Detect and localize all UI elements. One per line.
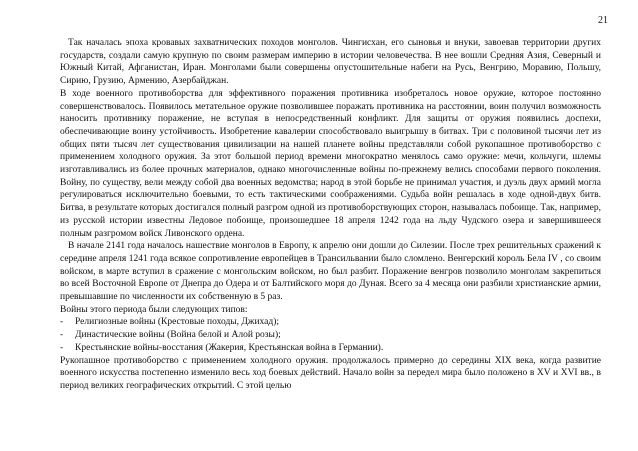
war-types-list [60,316,601,354]
list-item-text: Религиозные войны (Крестовые походы, Джихад); [75,317,280,328]
list-heading: Войны этого периода были следующих типов: [60,304,248,315]
list-item [60,342,601,355]
paragraph-europe-invasion: В начале 2141 года началось нашествие монголов в Европу, к апрелю они дошли до Силезии. После трех решительных сражений к середине апреля 1241 года всякое сопротивление европейцев в Трансильвании было сломлено. Венгерский король Бела IV , со своим войском, в марте вступил в сражение с монгольским войском, но был разбит. Поражение венгров позволило монголам закрепиться во всей Восточной Европе от Днепра до Одера и от Балтийского моря до Дуная. Всего за 4 месяца они разбили христианские армии, превышавшие по численности их собственную в 5 раз. [60,241,601,303]
list-marker: - [60,330,64,341]
list-marker: - [60,342,64,353]
list-item-text: Крестьянские войны-восстания (Жакерия, Крестьянская война в Германии). [75,342,384,353]
list-item [60,316,601,329]
paragraph-mongol-conquests: Так началась эпоха кровавых захватнических походов монголов. Чингисхан, его сыновья и внуки, завоевав территории других государств, создали самую крупную по своим размерам империю в истории человечества. В нее вошли Средняя Азия, Северный и Южный Китай, Афганистан, Иран. Монголами были совершены опустошительные набеги на Русь, Венгрию, Моравию, Польшу, Сирию, Грузию, Армению, Азербайджан. [60,38,601,87]
page-number: 21 [598,15,608,26]
paragraph-weapons-evolution: В ходе военного противоборства для эффективного поражения противника изобреталось новое оружие, которое постоянно совершенствовалось. Появилось метательное оружие позволившее поражать противника на расстоянии, воин получил возможность наносить противнику поражение, не вступая в непосредственный конфликт. Для защиты от оружия появились доспехи, обеспечивающие воину устойчивость. Изобретение кавалерии способствовало выигрышу в битвах. Три с половиной тысячи лет из общих пяти тысяч лет существования цивилизации на нашей планете войны представляли собой рукопашное противоборство с применением холодного оружия. За этот большой период времени многократно менялось само оружие: мечи, кольчуги, шлемы изготавливались из более прочных материалов, однако многочисленные войны по-прежнему велись способами первого поколения. Войну, по существу, вели между собой два военных ведомства; народ в этой борьбе не принимал участия, и дуэль двух армий могла регулироваться исключительно боевыми, то есть тактическими соображениями. Судьба войн решалась в ходе одной-двух битв. Битва, в результате которых достигался полный разгром одной из противоборствующих сторон, называлась побоище. Так, например, из русской истории известны Ледовое побоище, произошедшее 18 апреля 1242 года на льду Чудского озера и завершившееся полным разгромом войск Ливонского ордена. [60,88,601,239]
list-item-text: Династические войны (Война белой и Алой розы); [75,330,281,341]
list-item [60,329,601,342]
list-marker: - [60,317,64,328]
paragraph-closing: Рукопашное противоборство с применением холодного оружия. продолжалось примерно до середины XIX века, когда развитие военного искусства постепенно изменило весь ход боевых действий. Начало войн за передел мира было положено в XV и XVI вв., в период великих географических открытий. С этой целью [60,355,601,391]
page-body [60,37,601,393]
